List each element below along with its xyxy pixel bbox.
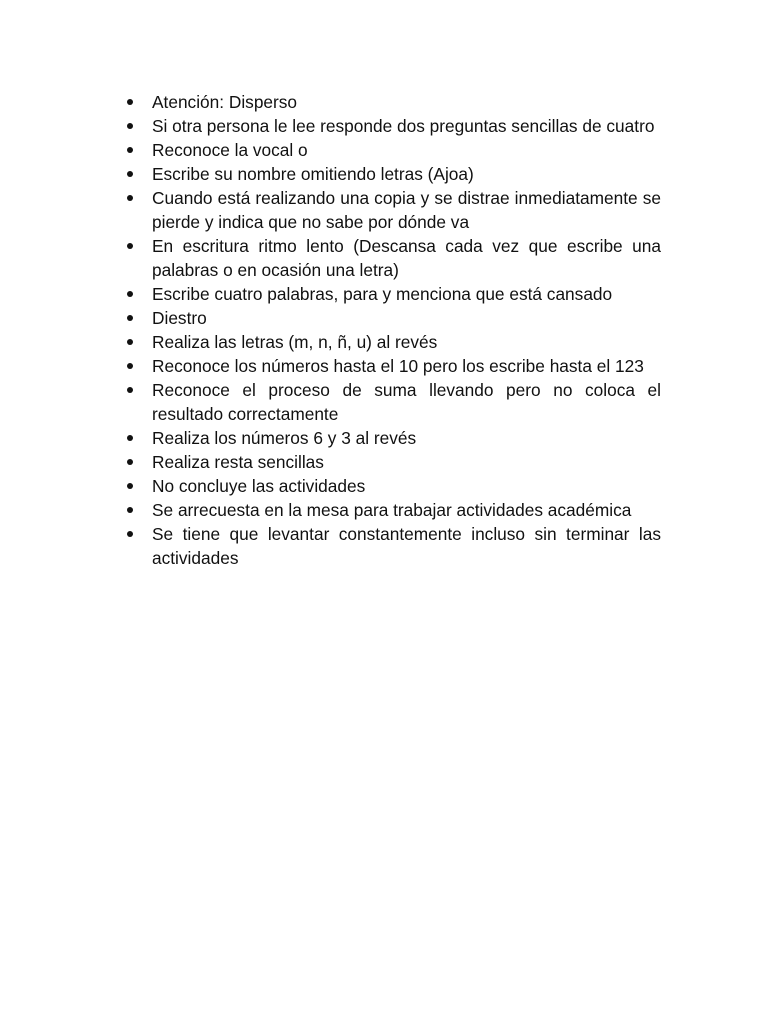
bullet-icon: [127, 363, 133, 369]
list-item: [126, 378, 661, 426]
list-item: [126, 138, 661, 162]
list-item-text: Atención: Disperso: [152, 92, 298, 112]
bullet-icon: [127, 531, 133, 537]
bullet-icon: [127, 123, 133, 129]
bullet-icon: [127, 435, 133, 441]
list-item: [126, 474, 661, 498]
bullet-icon: [127, 243, 133, 249]
list-item-text: Reconoce el proceso de suma llevando pero no coloca el resultado correctamente: [152, 380, 661, 424]
bullet-icon: [127, 315, 133, 321]
list-item-text: Se arrecuesta en la mesa para trabajar actividades académica: [152, 500, 632, 520]
list-item: [126, 282, 661, 306]
list-item-text: Realiza resta sencillas: [152, 452, 324, 472]
list-item-text: Realiza las letras (m, n, ñ, u) al revés: [152, 332, 438, 352]
list-item: [126, 330, 661, 354]
list-item-text: Escribe su nombre omitiendo letras (Ajoa): [152, 164, 474, 184]
list-item: [126, 522, 661, 570]
list-item: [126, 234, 661, 282]
list-item: [126, 498, 661, 522]
list-item-text: Realiza los números 6 y 3 al revés: [152, 428, 417, 448]
bullet-icon: [127, 459, 133, 465]
observation-list: [126, 90, 661, 570]
list-item: [126, 450, 661, 474]
bullet-icon: [127, 171, 133, 177]
bullet-icon: [127, 387, 133, 393]
bullet-icon: [127, 291, 133, 297]
list-item-text: En escritura ritmo lento (Descansa cada vez que escribe una palabras o en ocasión una letra): [152, 236, 661, 280]
bullet-icon: [127, 147, 133, 153]
bullet-icon: [127, 507, 133, 513]
bullet-icon: [127, 339, 133, 345]
list-item: [126, 114, 661, 138]
list-item: [126, 186, 661, 234]
list-item-text: Si otra persona le lee responde dos preguntas sencillas de cuatro: [152, 116, 655, 136]
list-item-text: Reconoce los números hasta el 10 pero los escribe hasta el 123: [152, 356, 644, 376]
list-item: [126, 306, 661, 330]
list-item-text: Cuando está realizando una copia y se distrae inmediatamente se pierde y indica que no sabe por dónde va: [152, 188, 661, 232]
list-item-text: Escribe cuatro palabras, para y menciona que está cansado: [152, 284, 613, 304]
list-item: [126, 162, 661, 186]
bullet-icon: [127, 483, 133, 489]
list-item-text: Se tiene que levantar constantemente incluso sin terminar las actividades: [152, 524, 661, 568]
list-item-text: No concluye las actividades: [152, 476, 366, 496]
bullet-icon: [127, 195, 133, 201]
list-item: [126, 90, 661, 114]
list-item: [126, 426, 661, 450]
list-item: [126, 354, 661, 378]
bullet-icon: [127, 99, 133, 105]
list-item-text: Reconoce la vocal o: [152, 140, 308, 160]
list-item-text: Diestro: [152, 308, 207, 328]
